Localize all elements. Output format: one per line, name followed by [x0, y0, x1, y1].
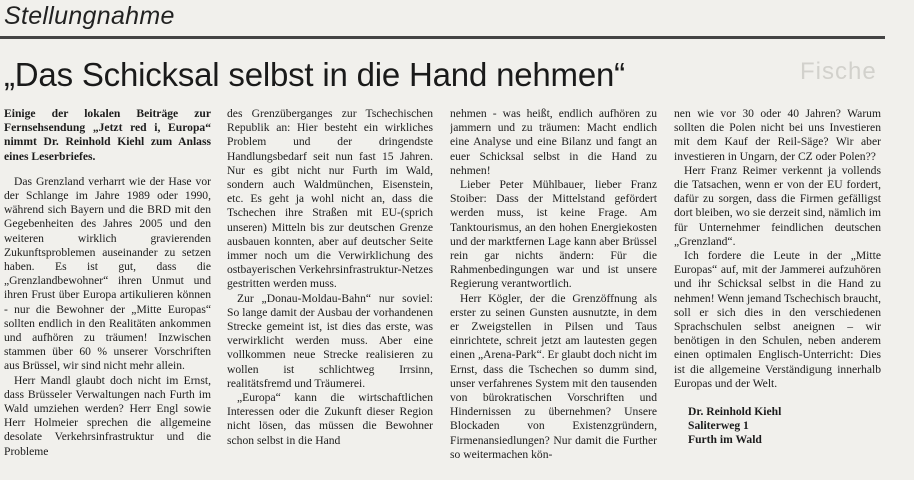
- paragraph: des Grenzüberganges zur Tschechischen Republik an: Hier besteht ein wirkliches Problem und der dringendste Handlungsbedarf seit nun fast 15 Jahren. Nur es gibt nicht nur Furth im Wald, sondern auch Waldmünchen, Eisenstein, etc. Es geht ja wohl nicht an, dass die Tschechen ihre Straßen mit EU-(sprich unseren) Mitteln bis zur deutschen Grenze ausbauen konnten, aber auf deutscher Seite immer noch um die Verwirklichung des ostbayerischen Verkehrsinfrastruktur-Netzes gestritten werden muss.: [227, 107, 433, 291]
- paragraph: nehmen - was heißt, endlich aufhören zu jammern und zu träumen: Macht endlich eine Analyse und eine Bilanz und fangt an euer Schicksal selbst in die Hand zu nehmen!: [450, 107, 657, 177]
- author-name: Dr. Reinhold Kiehl: [688, 405, 782, 419]
- author-city: Furth im Wald: [688, 433, 762, 447]
- section-kicker: Stellungnahme: [4, 2, 175, 30]
- paragraph: Herr Mandl glaubt doch nicht im Ernst, dass Brüsseler Verwaltungen nach Furth im Wald umziehen werden? Herr Engl sowie Herr Holmeier sprechen die allgemeine desolate Verkehrsinfrastruktur und die Probleme: [4, 373, 211, 458]
- author-street: Saliterweg 1: [688, 419, 749, 433]
- paragraph: Herr Franz Reimer verkennt ja vollends die Tatsachen, wenn er von der EU fordert, dafür zu sorgen, dass die Firmen gefälligst dort bleiben, wo sie derzeit sind, nämlich im für Unternehmer feindlichen deutschen „Grenzland“.: [674, 163, 881, 248]
- paragraph: Lieber Peter Mühlbauer, lieber Franz Stoiber: Dass der Mittelstand gefördert werden muss, ist keine Frage. Am Tanktourismus, an den hohen Energiekosten und der marktfernen Lage kann aber Brüssel rein gar nichts ändern: Für die Rahmenbedingungen war und ist unsere Regierung verantwortlich.: [450, 178, 657, 291]
- column-1: [4, 107, 211, 477]
- paragraph: „Europa“ kann die wirtschaftlichen Interessen oder die Zukunft dieser Region nicht lösen, das müssen die Bewohner schon selbst in die Hand: [227, 391, 433, 447]
- bleed-through-text: Fische: [800, 58, 877, 85]
- headline: „Das Schicksal selbst in die Hand nehmen“: [4, 56, 625, 93]
- paragraph: nen wie vor 30 oder 40 Jahren? Warum sollten die Polen nicht bei uns Investieren mit dem Kauf der Reil-Säge? Wir aber investieren in Ungarn, der CZ oder Polen??: [674, 107, 881, 163]
- section-rule: [0, 36, 885, 39]
- column-3: [450, 107, 657, 477]
- signature-block: [674, 405, 881, 447]
- paragraph: Herr Kögler, der die Grenzöffnung als erster zu seinen Gunsten ausnutzte, in dem er Zweigstellen in Pilsen und Taus einrichtete, schreit jetzt am lautesten gegen einen „Arena-Park“. Er glaubt doch nicht im Ernst, dass die Tschechen so dumm sind, unser verfahrenes System mit den tausenden von bürokratischen Vorschriften und Hindernissen zu übernehmen? Unsere Blockaden von Existenzgründern, Firmenansiedlungen? Nur damit die Further so weitermachen kön-: [450, 291, 657, 461]
- paragraph: Das Grenzland verharrt wie der Hase vor der Schlange im Jahre 1989 oder 1990, während sich Bayern und die BRD mit den Gegebenheiten des Jahres 2005 und den weiteren wirklich gravierenden Zukunftsproblemen auseinander zu setzen haben. Es ist gut, dass die „Grenzlandbewohner“ ihren Unmut und ihren Frust über Europa artikulieren können - nur die Bewohner der „Mitte Europas“ sollten endlich in den Realitäten ankommen und aufhören zu träumen! Inzwischen stammen über 60 % unserer Vorschriften aus Brüssel, wir sind nicht mehr allein.: [4, 174, 211, 373]
- lead-paragraph: Einige der lokalen Beiträge zur Fernsehsendung „Jetzt red i, Europa“ nimmt Dr. Reinhold Kiehl zum Anlass eines Leserbriefes.: [4, 107, 211, 163]
- paragraph: Zur „Donau-Moldau-Bahn“ nur soviel: So lange damit der Ausbau der vorhandenen Strecke gemeint ist, ist dies das erste, was verwirklicht werden muss. Aber eine vollkommen neue Strecke realisieren zu wollen ist schlichtweg Irrsinn, realitätsfremd und Träumerei.: [227, 291, 433, 390]
- paragraph: Ich fordere die Leute in der „Mitte Europas“ auf, mit der Jammerei aufzuhören und ihr Schicksal selbst in die Hand zu nehmen! Wenn jemand Tschechisch braucht, soll er sich dies in den verschiedenen Sprachschulen selbst aneignen – wir benötigen in den Schulen, neben anderem einen optimalen Englisch-Unterricht: Dies ist die allgemeine Verständigung innerhalb Europas und der Welt.: [674, 249, 881, 390]
- column-4: [674, 107, 881, 477]
- column-2: [227, 107, 433, 477]
